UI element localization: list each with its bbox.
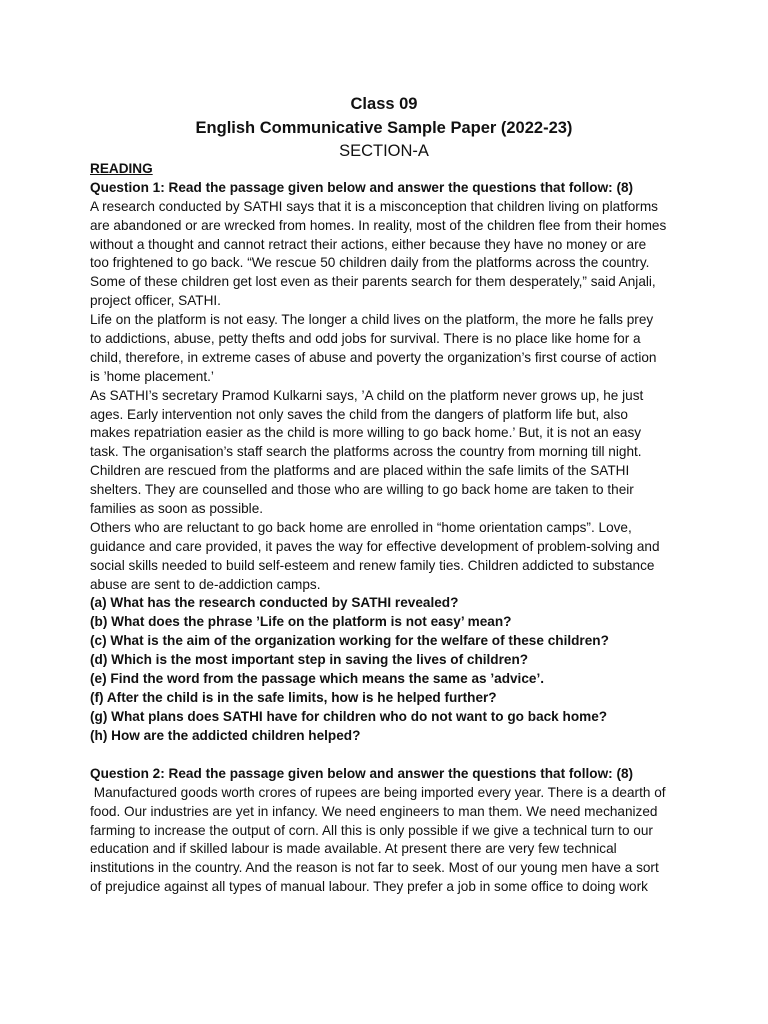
passage-line: social skills needed to build self-esteem and renew family ties. Children addicted to substance: [90, 557, 655, 573]
passage-line: Life on the platform is not easy. The longer a child lives on the platform, the more he falls prey: [90, 312, 654, 328]
sub-question: (d) Which is the most important step in saving the lives of children?: [90, 652, 529, 668]
passage-line: task. The organisation’s staff search the platforms across the country from morning till night.: [90, 444, 642, 460]
passage-line: food. Our industries are yet in infancy. We need engineers to man them. We need mechanized: [90, 803, 658, 819]
paper-title: English Communicative Sample Paper (2022-23): [195, 119, 573, 137]
passage-line: to addictions, abuse, petty thefts and odd jobs for survival. There is no place like home for a: [90, 331, 641, 347]
passage-line: without a thought and cannot retract their actions, either because they have no money or are: [90, 236, 647, 252]
passage-line: ages. Early intervention not only saves the child from the dangers of platform life but, also: [90, 406, 628, 422]
sub-question: (h) How are the addicted children helped?: [90, 727, 361, 743]
passage-line: child, therefore, in extreme cases of abuse and poverty the organization’s first course of action: [90, 349, 657, 365]
question-2-passage: [90, 784, 690, 897]
passage-line: institutions in the country. And the reason is not far to seek. Most of our young men have a sort: [90, 860, 659, 876]
passage-line: A research conducted by SATHI says that it is a misconception that children living on platforms: [90, 198, 658, 214]
passage-line: education and if skilled labour is made available. At present there are very few technical: [90, 841, 617, 857]
sub-question: (g) What plans does SATHI have for children who do not want to go back home?: [90, 708, 608, 724]
passage-line: Manufactured goods worth crores of rupees are being imported every year. There is a dearth of: [90, 784, 666, 800]
passage-line: is ’home placement.’: [90, 368, 214, 384]
sub-question: (e) Find the word from the passage which means the same as ’advice’.: [90, 671, 545, 687]
sub-question: (a) What has the research conducted by SATHI revealed?: [90, 595, 459, 611]
passage-line: project officer, SATHI.: [90, 293, 221, 309]
passage-line: abuse are sent to de-addiction camps.: [90, 576, 321, 592]
passage-line: makes repatriation easier as the child is more willing to go back home.’ But, it is not an easy: [90, 425, 642, 441]
section-title: SECTION-A: [339, 142, 429, 160]
question-1-subquestions: [90, 594, 690, 745]
passage-line: guidance and care provided, it paves the way for effective development of problem-solving and: [90, 538, 660, 554]
reading-label: READING: [90, 161, 153, 176]
passage-line: shelters. They are counselled and those who are willing to go back home are taken to their: [90, 482, 634, 498]
passage-line: Some of these children get lost even as their parents search for them desperately,” said Anjali,: [90, 274, 656, 290]
passage-line: Others who are reluctant to go back home are enrolled in “home orientation camps”. Love,: [90, 519, 632, 535]
paragraph-gap: [90, 746, 690, 765]
passage-line: farming to increase the output of corn. All this is only possible if we give a technical turn to our: [90, 822, 653, 838]
sub-question: (f) After the child is in the safe limits, how is he helped further?: [90, 689, 497, 705]
passage-line: of prejudice against all types of manual labour. They prefer a job in some office to doing work: [90, 879, 648, 895]
question-1-heading: Question 1: Read the passage given below and answer the questions that follow: (8): [90, 179, 634, 195]
passage-line: families as soon as possible.: [90, 501, 264, 517]
question-1-passage: [90, 198, 690, 595]
passage-line: Children are rescued from the platforms and are placed within the safe limits of the SATHI: [90, 463, 630, 479]
passage-line: are abandoned or are wrecked from homes. In reality, most of the children flee from their homes: [90, 217, 667, 233]
question-2-heading: Question 2: Read the passage given below and answer the questions that follow: (8): [90, 765, 634, 781]
passage-line: too frightened to go back. “We rescue 50 children daily from the platforms across the country.: [90, 255, 650, 271]
passage-line: As SATHI’s secretary Pramod Kulkarni says, ’A child on the platform never grows up, he just: [90, 387, 644, 403]
sub-question: (b) What does the phrase ’Life on the platform is not easy’ mean?: [90, 614, 512, 630]
class-title: Class 09: [350, 95, 418, 113]
sub-question: (c) What is the aim of the organization working for the welfare of these children?: [90, 633, 609, 649]
document-body: [90, 160, 690, 897]
